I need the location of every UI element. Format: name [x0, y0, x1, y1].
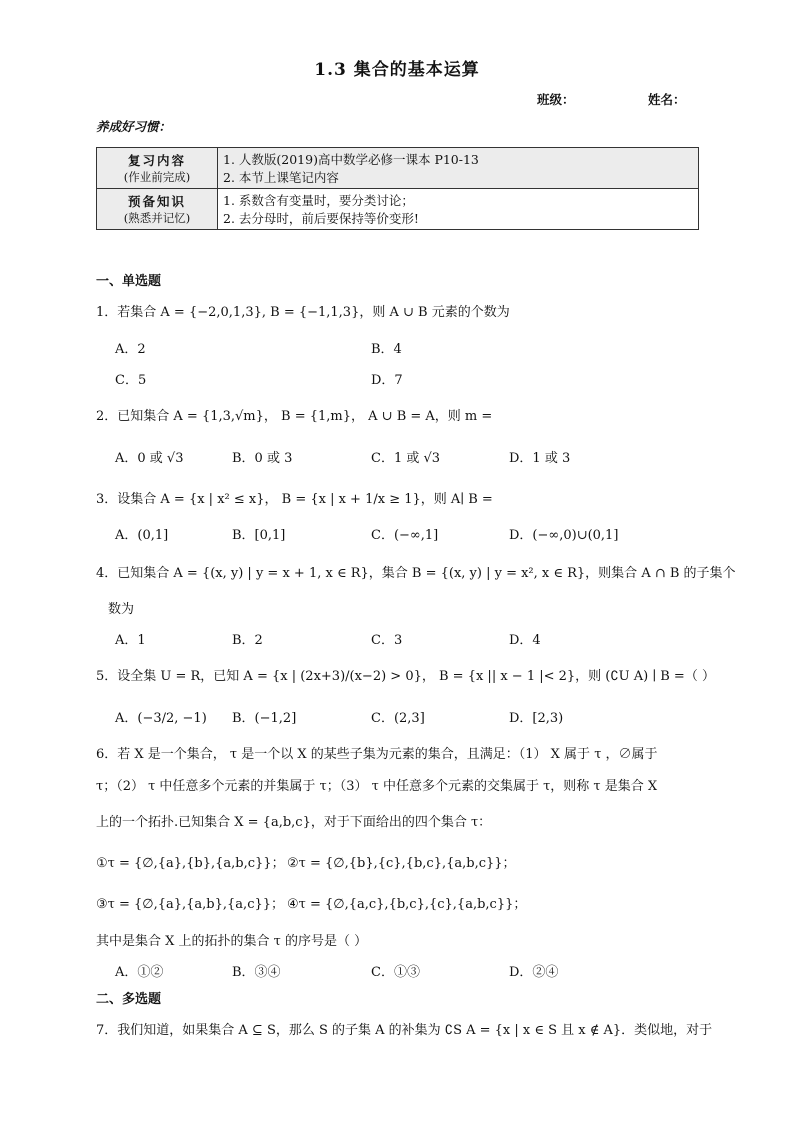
prep-line-1: 1. 系数含有变量时，要分类讨论；: [223, 193, 414, 208]
q6-set-4: ④τ = {∅,{a,c},{b,c},{c},{a,b,c}}；: [287, 897, 527, 912]
q7-stem: 7．我们知道，如果集合 A ⊆ S，那么 S 的子集 A 的补集为 ∁S A = {x | x ∈ S 且 x ∉ A}．类似地，对于: [96, 1023, 713, 1038]
review-cell: [97, 148, 218, 189]
q5-stem: 5．设全集 U = R，已知 A = {x | (2x+3)/(x−2) > 0}， B = {x || x − 1 |< 2}，则 (∁U A) ∣ B =（ ）: [96, 669, 715, 684]
q2-option-d: D．1 或 3: [509, 451, 571, 466]
info-row-review: [97, 148, 699, 189]
q4-option-c: C．3: [371, 633, 403, 648]
q6-line-1: 6．若 X 是一个集合， τ 是一个以 X 的某些子集为元素的集合，且满足：（1） X 属于 τ ，∅属于: [96, 747, 658, 762]
section-multi-choice: 二、多选题: [96, 992, 162, 1007]
q1-option-d: D．7: [371, 373, 403, 388]
q3-option-a: A．(0,1]: [115, 528, 169, 543]
q1-stem: 1．若集合 A = {−2,0,1,3}, B = {−1,1,3}，则 A ∪ B 元素的个数为: [96, 305, 510, 320]
info-table: [96, 147, 699, 230]
q6-option-a: A．①②: [115, 965, 164, 980]
review-title: 复习内容: [127, 153, 186, 168]
review-line-1: 1. 人教版(2019)高中数学必修一课本 P10-13: [223, 152, 479, 167]
q6-set-2: ②τ = {∅,{b},{c},{b,c},{a,b,c}}；: [287, 856, 516, 871]
info-row-prep: [97, 189, 699, 230]
q6-set-3: ③τ = {∅,{a},{a,b},{a,c}}；: [96, 897, 285, 912]
q1-option-c: C．5: [115, 373, 147, 388]
q3-stem: 3．设集合 A = {x | x² ≤ x}， B = {x | x + 1/x ≥ 1}，则 A∣ B =: [96, 492, 493, 507]
q5-option-b: B．(−1,2]: [232, 711, 297, 726]
review-content: [218, 148, 699, 189]
prep-cell: [97, 189, 218, 230]
q5-option-d: D．[2,3): [509, 711, 564, 726]
name-label: 姓名：: [648, 92, 686, 107]
q4-option-d: D．4: [509, 633, 541, 648]
review-sub: (作业前完成): [123, 170, 191, 184]
prep-content: [218, 189, 699, 230]
q4-stem: 4．已知集合 A = {(x, y) | y = x + 1, x ∈ R}，集合 B = {(x, y) | y = x², x ∈ R}，则集合 A ∩ B 的子集个: [96, 566, 736, 581]
q6-option-c: C．①③: [371, 965, 420, 980]
q6-line-2: τ；（2） τ 中任意多个元素的并集属于 τ；（3） τ 中任意多个元素的交集属于 τ，则称 τ 是集合 X: [96, 779, 658, 794]
q4-stem-cont: 数为: [108, 602, 135, 617]
prep-line-2: 2. 去分母时，前后要保持等价变形!: [223, 211, 419, 226]
q3-option-b: B．[0,1]: [232, 528, 286, 543]
q3-option-d: D．(−∞,0)∪(0,1]: [509, 528, 619, 543]
prep-sub: (熟悉并记忆): [123, 211, 191, 225]
page-title: 1.3 集合的基本运算: [314, 60, 480, 80]
q6-option-d: D．②④: [509, 965, 559, 980]
review-line-2: 2. 本节上课笔记内容: [223, 170, 339, 185]
q6-ask: 其中是集合 X 上的拓扑的集合 τ 的序号是（ ）: [96, 934, 368, 949]
q3-option-c: C．(−∞,1]: [371, 528, 439, 543]
class-label: 班级：: [537, 92, 575, 107]
q1-option-b: B．4: [371, 342, 402, 357]
q6-set-1: ①τ = {∅,{a},{b},{a,b,c}}；: [96, 856, 285, 871]
q4-option-a: A．1: [115, 633, 146, 648]
q6-option-b: B．③④: [232, 965, 281, 980]
q2-option-a: A．0 或 √3: [115, 451, 184, 466]
q4-option-b: B．2: [232, 633, 263, 648]
q2-option-b: B．0 或 3: [232, 451, 293, 466]
q5-option-a: A．(−3/2, −1): [115, 711, 207, 726]
q5-option-c: C．(2,3]: [371, 711, 425, 726]
q6-line-3: 上的一个拓扑.已知集合 X = {a,b,c}，对于下面给出的四个集合 τ：: [96, 815, 492, 830]
habit-label: 养成好习惯：: [96, 119, 172, 134]
prep-title: 预备知识: [127, 194, 186, 209]
q1-option-a: A．2: [115, 342, 146, 357]
section-single-choice: 一、单选题: [96, 274, 162, 289]
q2-option-c: C．1 或 √3: [371, 451, 441, 466]
q2-stem: 2．已知集合 A = {1,3,√m}， B = {1,m}， A ∪ B = A，则 m =: [96, 409, 493, 424]
